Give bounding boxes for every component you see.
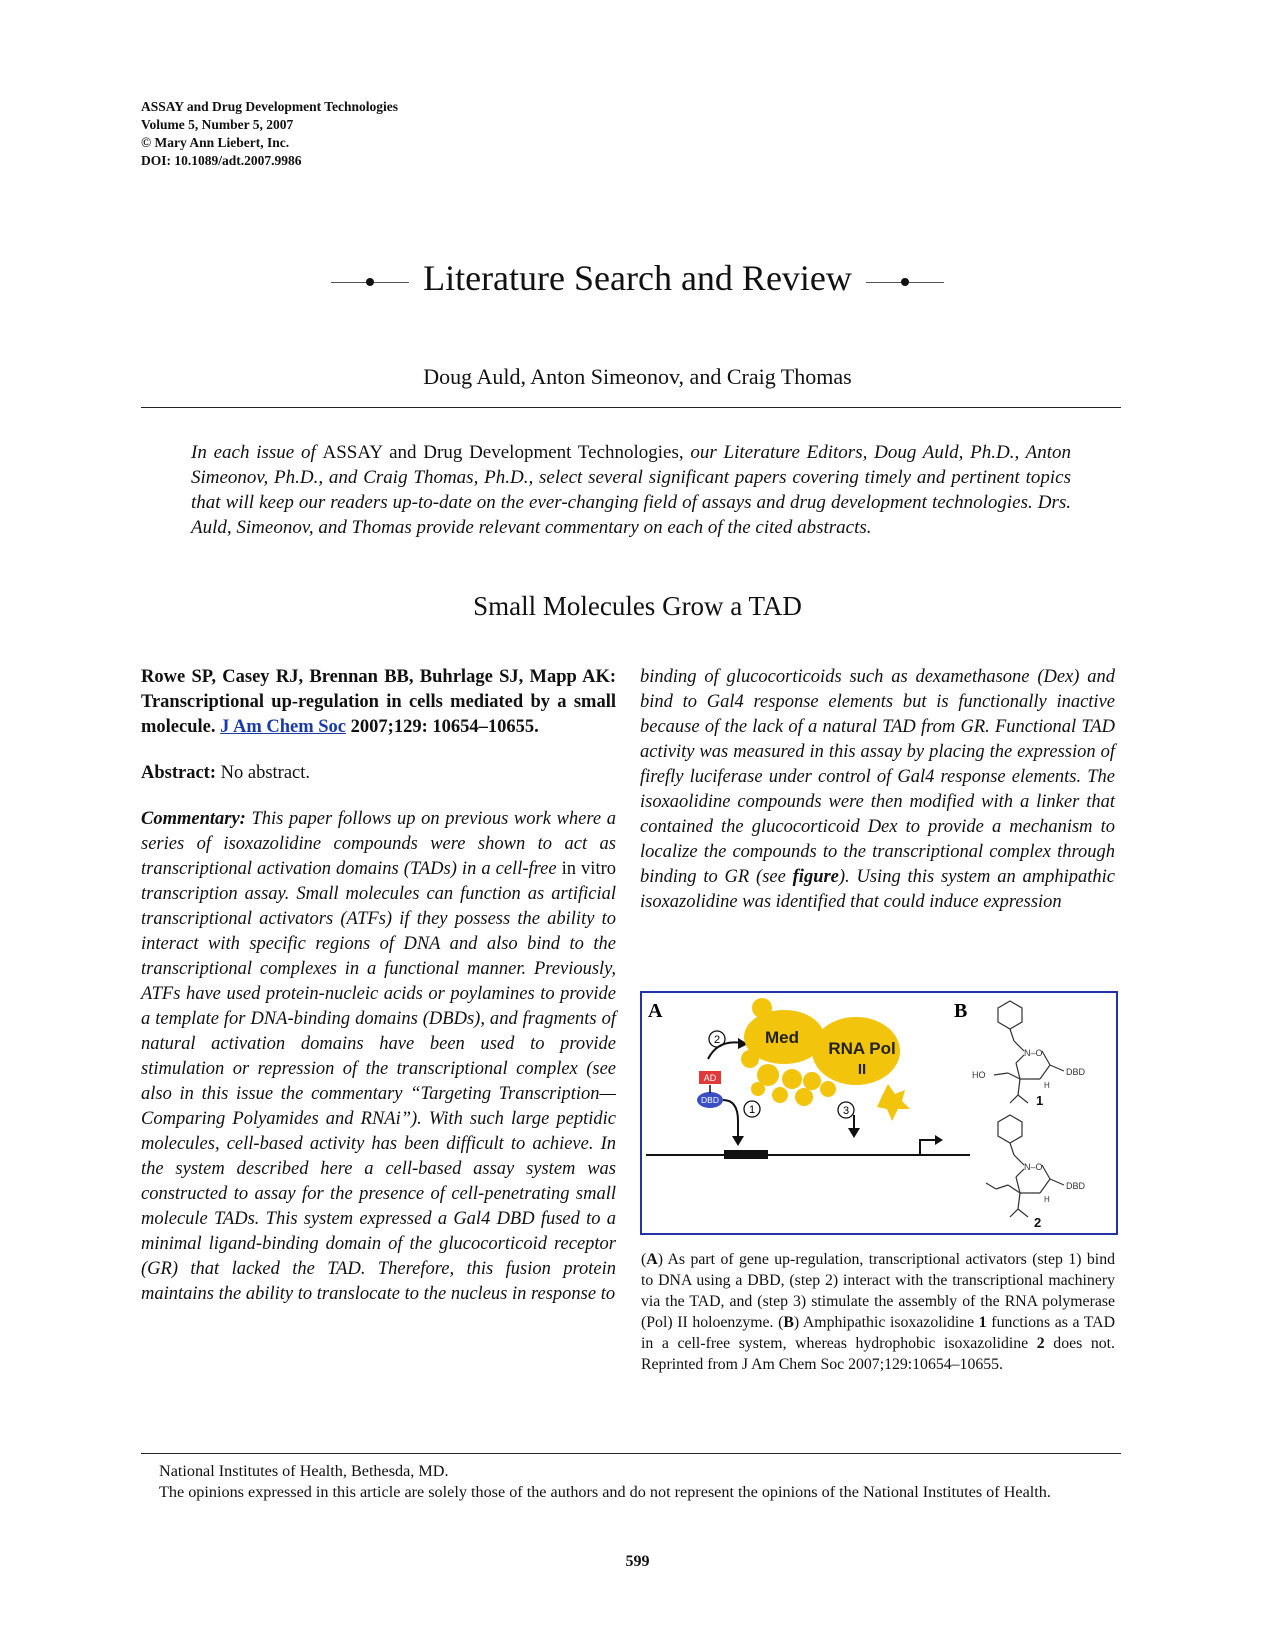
figure-graphic <box>642 993 1116 1233</box>
caption-a-label: A <box>646 1251 658 1268</box>
rna-pol-label: RNA Pol <box>828 1039 896 1058</box>
divider-bottom <box>141 1453 1121 1454</box>
intro-text-1: In each issue of <box>191 442 323 463</box>
compound-1-number: 1 <box>1036 1093 1044 1108</box>
left-column <box>141 665 616 1307</box>
compound-2-h-label: H <box>1044 1195 1050 1204</box>
caption-text-1: ) As part of gene up-regulation, transcriptional activators (step 1) bind to DNA using a DBD, (step 2) interact with the transcriptional machinery via the TAD, and (step 3) stimulate the assembly of the RNA polymerase (Pol) II holoenzyme. ( <box>641 1251 1115 1331</box>
step-3-arrowhead-icon <box>848 1128 860 1138</box>
journal-volume: Volume 5, Number 5, 2007 <box>141 117 294 132</box>
right-text-1: binding of glucocorticoids such as dexamethasone (Dex) and bind to Gal4 response elements but is functionally inactive because of the lack of a natural TAD from GR. Functional TAD activity was measured in this assay by placing the expression of firefly luciferase under control of Gal4 response elements. The isoxaolidine compounds were then modified with a linker that contained the glucocorticoid Dex to provide a mechanism to localize the compounds to the transcriptional complex through binding to GR (see <box>640 667 1115 887</box>
caption-text-2: ) Amphipathic isoxazolidine <box>793 1314 979 1331</box>
step-2-label: 2 <box>713 1034 721 1046</box>
caption-compound-2: 2 <box>1036 1335 1045 1352</box>
right-text-2: ). Using this system an amphipathic isoxazolidine was identified that could induce expression <box>640 867 1115 912</box>
benzene-ring-icon <box>998 1001 1022 1029</box>
journal-header <box>141 98 398 170</box>
caption-text-3: functions as a TAD in a cell-free system, whereas hydrophobic isoxazolidine <box>641 1314 1115 1352</box>
compound-1-no-label: N–O <box>1024 1048 1043 1058</box>
footnote-disclaimer: The opinions expressed in this article are solely those of the authors and do not represent the opinions of the National Institutes of Health. <box>159 1483 1051 1501</box>
intro-paragraph <box>191 440 1071 540</box>
citation-text: Rowe SP, Casey RJ, Brennan BB, Buhrlage SJ, Mapp AK: Transcriptional up-regulation in cells mediated by a small molecule. <box>141 667 616 737</box>
gtf-blob <box>752 998 772 1018</box>
compound-1-h-label: H <box>1044 1081 1050 1090</box>
commentary-text-2: transcription assay. Small molecules can function as artificial transcriptional activators (ATFs) if they possess the ability to interact with specific regions of DNA and also bind to the transcriptional complexes in a functional manner. Previously, ATFs have used protein-nucleic acids or poylamines to provide a template for DNA-binding domains (DBDs), and fragments of natural activation domains have been used to provide stimulation or repression of the transcriptional complex (see also in this issue the commentary “Targeting Transcription—Comparing Polyamides and RNAi”). With such large peptidic molecules, cell-based activity has been difficult to achieve. In the system described here a cell-based assay system was constructed to assay for the presence of cell-penetrating small molecule TADs. This system expressed a Gal4 DBD fused to a minimal ligand-binding domain of the glucocorticoid receptor (GR) that lacked the TAD. Therefore, this fusion protein maintains the ability to translocate to the nucleus in response to <box>141 884 616 1304</box>
tfiid-shape <box>877 1084 910 1121</box>
compound-1-ho-label: HO <box>972 1070 986 1080</box>
figure <box>640 991 1118 1235</box>
page-title: Literature Search and Review <box>423 258 852 298</box>
gtf-blob <box>741 1050 759 1068</box>
commentary-in-vitro: in vitro <box>561 859 616 879</box>
gtf-blob <box>803 1072 821 1090</box>
gtf-blob <box>751 1082 765 1096</box>
gtf-blob <box>820 1081 836 1097</box>
figure-reference: figure <box>792 867 839 887</box>
citation <box>141 665 616 740</box>
compound-2-number: 2 <box>1034 1215 1042 1230</box>
footnote-affiliation: National Institutes of Health, Bethesda, MD. <box>159 1462 449 1480</box>
section-title: Small Molecules Grow a TAD <box>473 591 802 621</box>
citation-journal-link[interactable]: J Am Chem Soc <box>220 717 347 737</box>
figure-caption: (A) As part of gene up-regulation, transcriptional activators (step 1) bind to DNA using a DBD, (step 2) interact with the transcriptional machinery via the TAD, and (step 3) stimulate the assembly of the RNA polymerase (Pol) II holoenzyme. (B) Amphipathic isoxazolidine 1 functions as a TAD in a cell-free system, whereas hydrophobic isoxazolidine 2 does not. Reprinted from J Am Chem Soc 2007;129:10654–10655. <box>641 1251 1115 1373</box>
med-label: Med <box>765 1028 799 1047</box>
caption-b-label: B <box>783 1314 794 1331</box>
step-3-label: 3 <box>842 1105 850 1117</box>
page-title-row <box>0 257 1275 299</box>
abstract-text: No abstract. <box>216 763 311 783</box>
step-1-label: 1 <box>748 1104 756 1116</box>
gtf-blob <box>795 1088 813 1106</box>
page-number: 599 <box>625 1553 650 1570</box>
divider-top <box>141 407 1121 408</box>
commentary <box>141 807 616 1307</box>
dbd-label: DBD <box>701 1095 719 1105</box>
benzene-ring-icon <box>998 1115 1022 1143</box>
caption-compound-1: 1 <box>978 1314 987 1331</box>
promoter-arrowhead-icon <box>935 1135 943 1145</box>
binding-site <box>724 1150 768 1159</box>
compound-2-dbd-label: DBD <box>1066 1181 1086 1191</box>
journal-name: ASSAY and Drug Development Technologies <box>141 99 399 114</box>
compound-2-no-label: N–O <box>1024 1162 1043 1172</box>
panel-b-label: B <box>954 1000 968 1022</box>
ornament-left-icon <box>331 276 409 288</box>
gtf-blob <box>782 1069 802 1089</box>
abstract-label: Abstract: <box>141 763 217 783</box>
ad-label: AD <box>703 1073 717 1083</box>
commentary-text-1: This paper follows up on previous work where a series of isoxazolidine compounds were shown to act as transcriptional activation domains (TADs) in a cell-free <box>141 809 616 879</box>
ornament-right-icon <box>866 276 944 288</box>
caption-text-4: does not. Reprinted from J Am Chem Soc 2007;129:10654–10655. <box>641 1335 1115 1373</box>
step-1-arrow <box>723 1100 738 1141</box>
intro-journal-name: ASSAY and Drug Development Technologies, <box>322 442 684 463</box>
gtf-blob <box>772 1087 788 1103</box>
commentary-label: Commentary: <box>141 809 246 829</box>
abstract <box>141 761 616 786</box>
step-1-arrowhead-icon <box>732 1136 744 1146</box>
authors: Doug Auld, Anton Simeonov, and Craig Thomas <box>423 364 852 389</box>
right-column <box>640 665 1115 915</box>
journal-copyright: © Mary Ann Liebert, Inc. <box>141 135 290 150</box>
rna-pol-ii-label: II <box>857 1061 867 1078</box>
intro-text-2: our Literature Editors, Doug Auld, Ph.D., Anton Simeonov, Ph.D., and Craig Thomas, Ph.D., select several significant papers covering timely and pertinent topics that will keep our readers up-to-date on the ever-changing field of assays and drug development technologies. Drs. Auld, Simeonov, and Thomas provide relevant commentary on each of the cited abstracts. <box>191 442 1071 538</box>
journal-doi: DOI: 10.1089/adt.2007.9986 <box>141 153 302 168</box>
footnote <box>141 1461 1121 1503</box>
citation-ref: 2007;129: 10654–10655. <box>346 717 539 737</box>
panel-a-label: A <box>648 1000 663 1022</box>
compound-1-dbd-label: DBD <box>1066 1067 1086 1077</box>
